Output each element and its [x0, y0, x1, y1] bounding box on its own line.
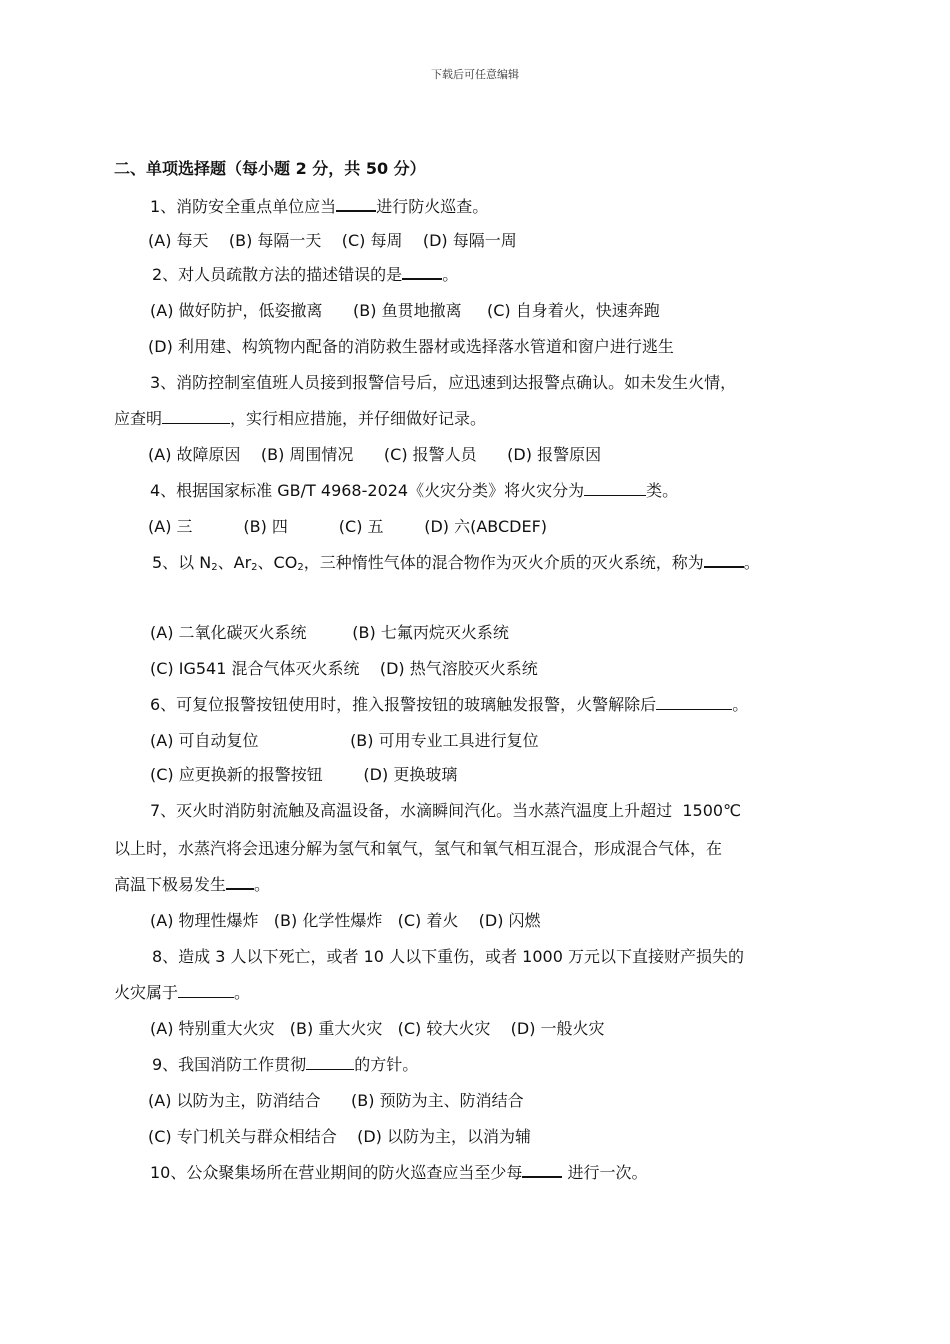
- q2-options-1: (A) 做好防护，低姿撤离 (B) 鱼贯地撤离 (C) 自身着火，快速奔跑: [150, 301, 660, 320]
- answer-blank: [656, 695, 732, 710]
- answer-blank: [584, 481, 646, 496]
- q6-options-1: (A) 可自动复位 (B) 可用专业工具进行复位: [150, 731, 539, 750]
- answer-blank: [704, 552, 744, 568]
- q5-text: 、Ar: [217, 553, 252, 572]
- q5-text: 、CO: [257, 553, 298, 572]
- q3-text-end: ，实行相应措施，并仔细做好记录。: [230, 409, 487, 428]
- q4-text-end: 类。: [646, 481, 679, 500]
- q8-options: (A) 特别重大火灾 (B) 重大火灾 (C) 较大火灾 (D) 一般火灾: [150, 1019, 605, 1038]
- section-title: 二、单项选择题（每小题 2 分，共 50 分）: [114, 159, 426, 178]
- question-7-line2: 以上时，水蒸汽将会迅速分解为氢气和氧气，氢气和氧气相互混合，形成混合气体，在: [114, 839, 723, 858]
- q2-text: 2、对人员疏散方法的描述错误的是: [152, 265, 403, 284]
- question-3-line1: 3、消防控制室值班人员接到报警信号后，应迅速到达报警点确认。如未发生火情，: [150, 373, 737, 392]
- answer-blank: [178, 983, 234, 998]
- question-3-line2: [114, 408, 486, 430]
- q2-options-2: (D) 利用建、构筑物内配备的消防救生器材或选择落水管道和窗户进行逃生: [148, 337, 674, 356]
- answer-blank: [162, 409, 230, 424]
- q9-text: 9、我国消防工作贯彻: [152, 1055, 307, 1074]
- q1-options: (A) 每天 (B) 每隔一天 (C) 每周 (D) 每隔一周: [148, 231, 517, 250]
- question-4: [150, 480, 678, 502]
- question-8-line2: [114, 982, 250, 1004]
- q6-text-end: 。: [732, 695, 749, 714]
- q3-text: 应查明: [114, 409, 163, 428]
- question-7-line1: 7、灭火时消防射流触及高温设备，水滴瞬间汽化。当水蒸汽温度上升超过 1500℃: [150, 801, 742, 820]
- q7-text: 高温下极易发生: [114, 875, 227, 894]
- answer-blank: [226, 874, 254, 890]
- question-6: [150, 694, 748, 716]
- q2-text-end: 。: [442, 265, 459, 284]
- q5-text-end: 。: [743, 553, 760, 572]
- question-7-line3: [114, 874, 270, 896]
- q1-text: 1、消防安全重点单位应当: [150, 197, 337, 216]
- q8-text: 火灾属于: [114, 983, 179, 1002]
- question-1: [150, 196, 488, 218]
- answer-blank: [402, 264, 442, 280]
- page-header: 下载后可任意编辑: [431, 68, 519, 81]
- q5-options-1: (A) 二氧化碳灭火系统 (B) 七氟丙烷灭火系统: [150, 623, 509, 642]
- q1-text-end: 进行防火巡查。: [376, 197, 489, 216]
- q9-text-end: 的方针。: [354, 1055, 419, 1074]
- q6-options-2: (C) 应更换新的报警按钮 (D) 更换玻璃: [150, 765, 458, 784]
- q5-text: ，三种惰性气体的混合物作为灭火介质的灭火系统，称为: [303, 553, 704, 572]
- q7-options: (A) 物理性爆炸 (B) 化学性爆炸 (C) 着火 (D) 闪燃: [150, 911, 541, 930]
- answer-blank: [306, 1055, 354, 1070]
- q5-options-2: (C) IG541 混合气体灭火系统 (D) 热气溶胶灭火系统: [150, 659, 538, 678]
- q3-options: (A) 故障原因 (B) 周围情况 (C) 报警人员 (D) 报警原因: [148, 445, 602, 464]
- subscript: 2: [251, 562, 258, 573]
- q4-text: 4、根据国家标准 GB/T 4968-2024《火灾分类》将火灾分为: [150, 481, 585, 500]
- q4-options: (A) 三 (B) 四 (C) 五 (D) 六(ABCDEF): [148, 517, 548, 536]
- answer-blank: [522, 1162, 562, 1178]
- q8-text-end: 。: [234, 983, 251, 1002]
- q9-options-2: (C) 专门机关与群众相结合 (D) 以防为主，以消为辅: [148, 1127, 531, 1146]
- subscript: 2: [297, 562, 304, 573]
- answer-blank: [336, 196, 376, 212]
- q10-text: 10、公众聚集场所在营业期间的防火巡查应当至少每: [150, 1163, 523, 1182]
- question-10: [150, 1162, 647, 1184]
- q9-options-1: (A) 以防为主，防消结合 (B) 预防为主、防消结合: [148, 1091, 524, 1110]
- question-8-line1: 8、造成 3 人以下死亡，或者 10 人以下重伤，或者 1000 万元以下直接财产损失的: [152, 947, 744, 966]
- q10-text-end: 进行一次。: [562, 1163, 648, 1182]
- subscript: 2: [211, 562, 218, 573]
- question-5: [152, 552, 760, 579]
- q7-text-end: 。: [254, 875, 271, 894]
- question-2: [152, 264, 458, 286]
- q5-text: 5、以 N: [152, 553, 212, 572]
- q6-text: 6、可复位报警按钮使用时，推入报警按钮的玻璃触发报警，火警解除后: [150, 695, 657, 714]
- question-9: [152, 1054, 418, 1076]
